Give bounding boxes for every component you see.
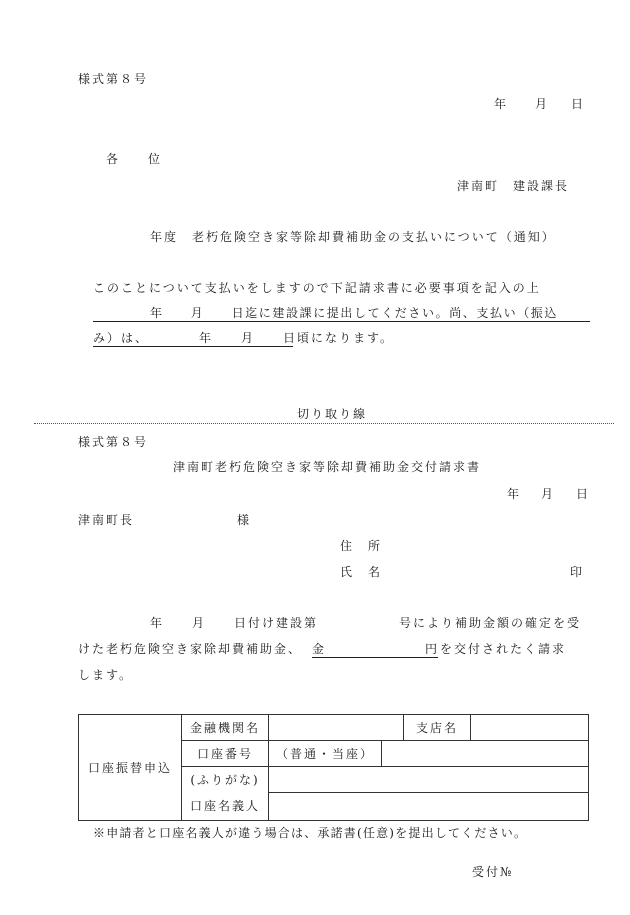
notice-addressee: 各 位: [106, 152, 163, 166]
request-title: 津南町老朽危険空き家等除却費補助金交付請求書: [173, 460, 482, 474]
request-amount-underline: [312, 657, 438, 658]
bank-name-label: 金融機関名: [182, 715, 269, 741]
notice-body-line-2: 年 月 日迄に建設課に提出してください。尚、支払い（振込: [150, 306, 559, 320]
notice-body-line-3: み）は、 年 月 日頃になります。: [93, 331, 395, 345]
branch-field[interactable]: [471, 715, 589, 741]
request-honorific: 様: [237, 513, 252, 527]
notice-date-month: 月: [535, 97, 550, 111]
request-amount-label: 金: [312, 642, 327, 656]
request-body-line-3: します。: [78, 668, 134, 682]
notice-body-line-1: このことについて支払いをしますので下記請求書に必要事項を記入の上: [93, 281, 541, 295]
account-holder-field[interactable]: [269, 793, 589, 821]
request-date-year: 年: [507, 487, 522, 501]
request-form-number: 様式第８号: [78, 435, 149, 449]
notice-form-number: 様式第８号: [78, 72, 149, 86]
notice-date-day: 日: [571, 97, 586, 111]
bank-name-field[interactable]: [269, 715, 404, 741]
address-label: 住 所: [340, 539, 383, 553]
request-body-line-2b: を交付されたく請求: [440, 642, 567, 656]
section-label: 口座振替申込: [79, 715, 182, 821]
account-type[interactable]: （普通・当座）: [269, 741, 382, 767]
bank-transfer-table: [78, 714, 589, 821]
cut-line: [34, 423, 614, 424]
account-holder-label: 口座名義人: [182, 793, 269, 821]
account-number-field[interactable]: [382, 741, 589, 767]
notice-sender: 津南町 建設課長: [457, 179, 570, 193]
request-date-day: 日: [576, 487, 591, 501]
furigana-field[interactable]: [269, 767, 589, 793]
request-date-month: 月: [541, 487, 556, 501]
cut-line-label: 切り取り線: [297, 407, 368, 421]
notice-body-underline-3: [93, 346, 293, 347]
notice-title: 年度 老朽危険空き家等除却費補助金の支払いについて（通知）: [150, 230, 556, 244]
branch-label: 支店名: [404, 715, 471, 741]
account-number-label: 口座番号: [182, 741, 269, 767]
request-yen-label: 円: [425, 642, 440, 656]
receipt-number-label: 受付№: [472, 865, 514, 879]
furigana-label: (ふりがな): [182, 767, 269, 793]
request-body-line-1b: 号により補助金額の確定を受: [399, 616, 582, 630]
notice-date-year: 年: [494, 97, 509, 111]
seal-mark: 印: [570, 565, 585, 579]
request-body-line-1a: 年 月 日付け建設第: [150, 616, 319, 630]
request-body-line-2a: けた老朽危険空き家除却費補助金、: [78, 642, 303, 656]
notice-body-underline-2: [93, 321, 590, 322]
name-label: 氏 名: [340, 565, 383, 579]
note-text: ※申請者と口座名義人が違う場合は、承諾書(任意)を提出してください。: [93, 826, 528, 840]
request-recipient: 津南町長: [78, 513, 135, 527]
